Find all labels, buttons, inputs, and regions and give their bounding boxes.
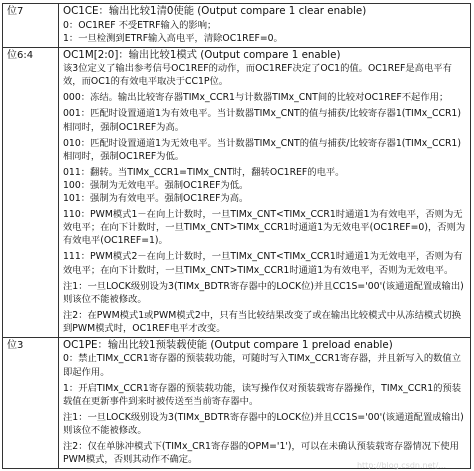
description-line: 000：冻结。输出比较寄存器TIMx_CCR1与计数器TIMx_CNT间的比较对OC1REF不起作用； <box>63 92 449 104</box>
field-header: OC1CE：输出比较1清0使能 (Output compare 1 clear enable) <box>63 5 367 17</box>
bit-position-cell: 位7 <box>3 4 59 48</box>
description-line: 100：强制为无效电平。强制OC1REF为低。 <box>63 179 249 191</box>
description-line: 该3位定义了输出参考信号OC1REF的动作，而OC1REF决定了OC1的值。OC1REF是高电平有效，而OC1的有效电平取决于CC1P位。 <box>63 63 452 88</box>
bit-description-cell <box>59 4 471 48</box>
table-row-bit3 <box>3 337 471 468</box>
description-line: 010：匹配时设置通道1为无效电平。当计数器TIMx_CNT的值与捕获/比较寄存器1(TIMx_CCR1)相同时，强制OC1REF为低。 <box>63 137 461 162</box>
description-line: 注1：一旦LOCK级别设为3(TIMx_BDTR寄存器中的LOCK位)并且CC1S='00'(该通道配置成输出)则该位不能被修改。 <box>63 411 464 436</box>
field-header: OC1M[2:0]：输出比较1模式 (Output compare 1 enable) <box>63 48 341 61</box>
bit-description-cell <box>59 337 471 468</box>
table-row-bit7 <box>3 4 471 48</box>
watermark-text: http://blog.csdn.net/... <box>356 461 446 470</box>
description-line: 101：强制为有效电平。强制OC1REF为高。 <box>63 193 249 205</box>
description-line: 110：PWM模式1－在向上计数时，一旦TIMx_CNT<TIMx_CCR1时通道1为有效电平，否则为无效电平；在向下计数时，一旦TIMx_CNT>TIMx_CCR1时通道1为无效电平(OC1REF=0)，否则为有效电平(OC1REF=1)。 <box>63 209 466 247</box>
description-line: 注2：仅在单脉冲模式下(TIMx_CR1寄存器的OPM='1')，可以在未确认预装载寄存器情况下使用PWM模式，否则其动作不确定。 <box>63 441 459 466</box>
register-bit-table <box>2 3 471 469</box>
bit-position-cell: 位3 <box>3 337 59 468</box>
description-line: 0：禁止TIMx_CCR1寄存器的预装载功能，可随时写入TIMx_CCR1寄存器，并且新写入的数值立即起作用。 <box>63 353 462 378</box>
description-line: 注1：一旦LOCK级别设为3(TIMx_BDTR寄存器中的LOCK位)并且CC1S='00'(该通道配置成输出)则该位不能被修改。 <box>63 280 464 305</box>
description-line: 1：一旦检测到ETRF输入高电平，清除OC1REF=0。 <box>63 32 283 44</box>
description-line: 注2：在PWM模式1或PWM模式2中，只有当比较结果改变了或在输出比较模式中从冻结模式切换到PWM模式时，OC1REF电平才改变。 <box>63 309 462 334</box>
bit-description-cell <box>59 47 471 337</box>
description-line: 1：开启TIMx_CCR1寄存器的预装载功能，读写操作仅对预装载寄存器操作，TIMx_CCR1的预装载值在更新事件到来时被传送至当前寄存器中。 <box>63 382 462 407</box>
description-line: 111：PWM模式2－在向上计数时，一旦TIMx_CNT<TIMx_CCR1时通道1为无效电平，否则为有效电平；在向下计数时，一旦TIMx_CNT>TIMx_CCR1时通道1为有效电平，否则为无效电平。 <box>63 251 463 276</box>
description-line: 001：匹配时设置通道1为有效电平。当计数器TIMx_CNT的值与捕获/比较寄存器1(TIMx_CCR1)相同时，强制OC1REF为高。 <box>63 108 461 133</box>
description-line: 0：OC1REF 不受ETRF输入的影响； <box>63 19 217 31</box>
description-line: 011：翻转。当TIMx_CCR1=TIMx_CNT时，翻转OC1REF的电平。 <box>63 166 345 178</box>
bit-position-cell: 位6:4 <box>3 47 59 337</box>
field-header: OC1PE：输出比较1预装载使能 (Output compare 1 preload enable) <box>63 338 393 351</box>
table-row-bit6-4 <box>3 47 471 337</box>
